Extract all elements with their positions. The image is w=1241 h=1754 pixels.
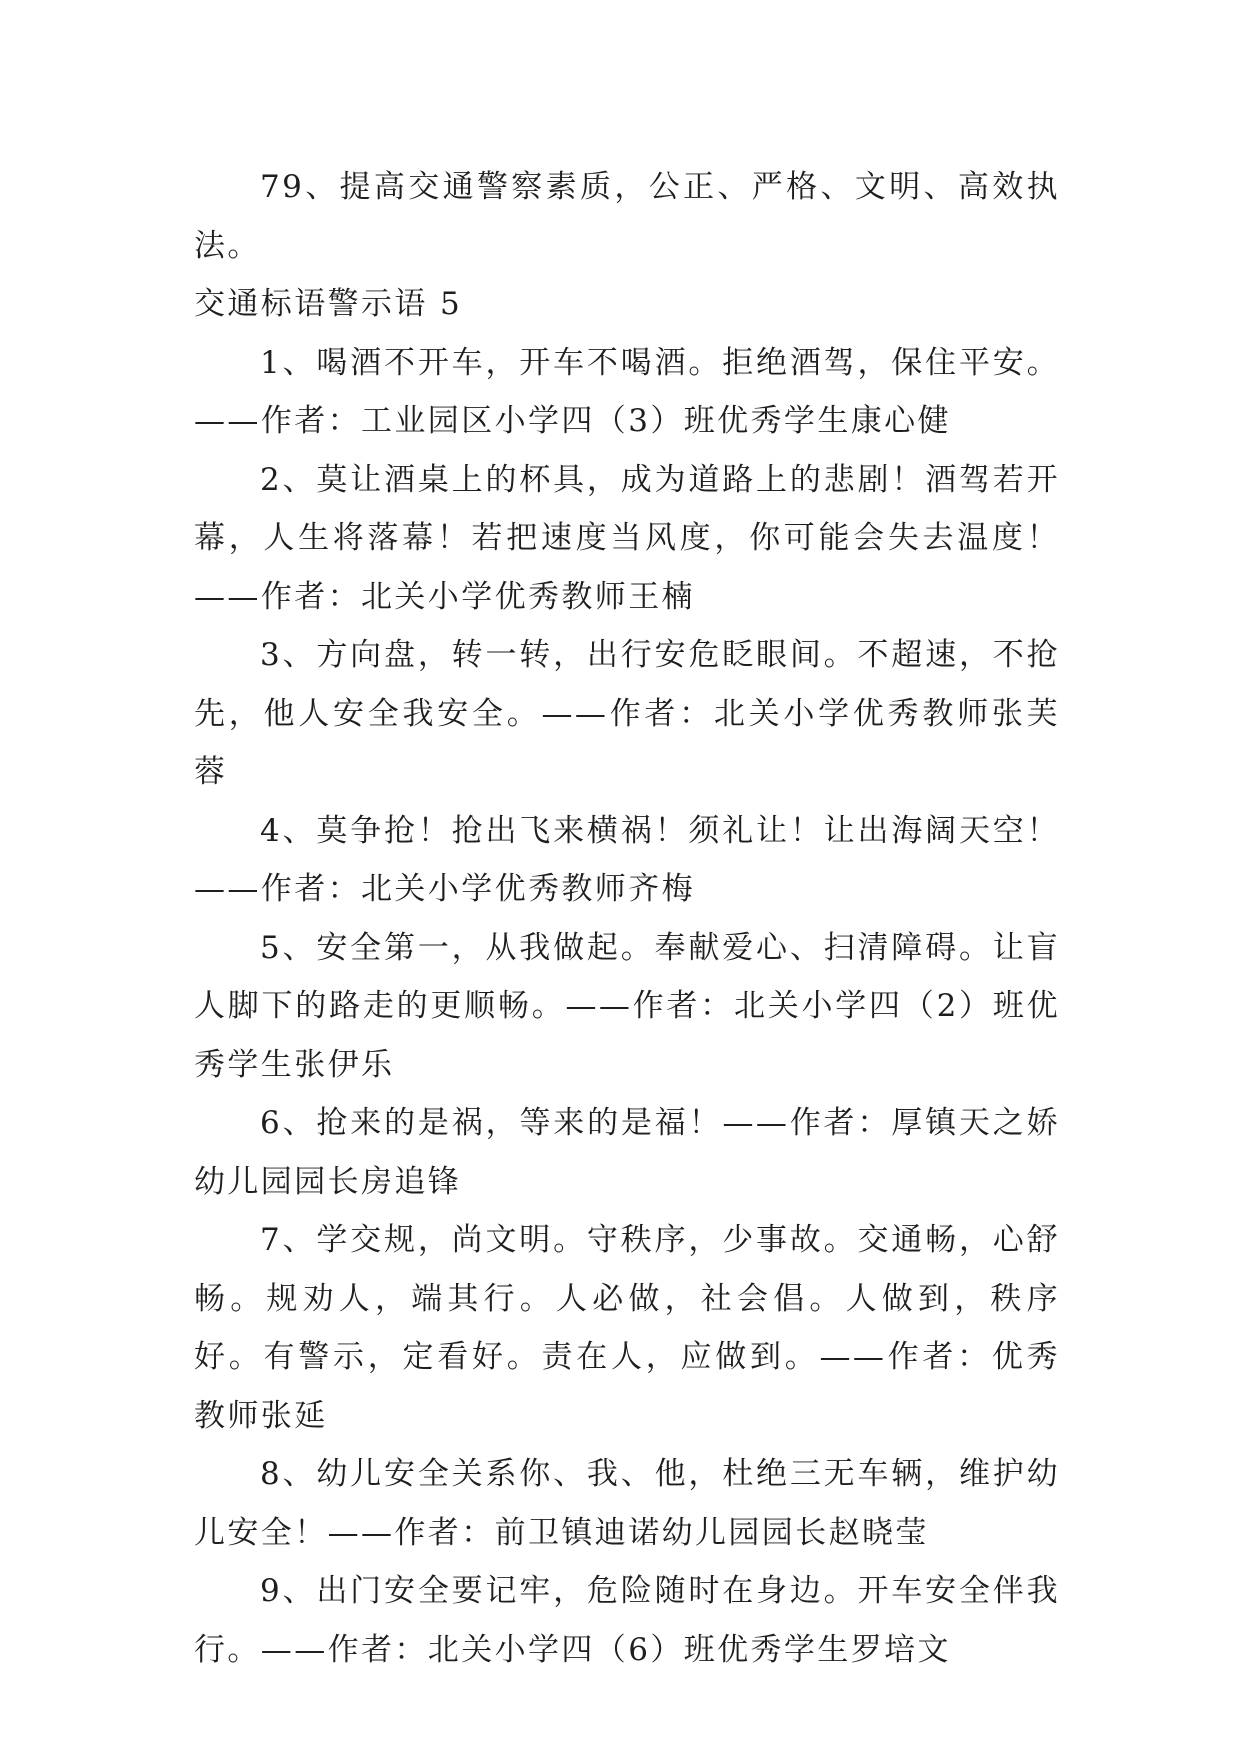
slogan-7: 7、学交规，尚文明。守秩序，少事故。交通畅，心舒畅。规劝人，端其行。人必做，社会倡。人做到，秩序好。有警示，定看好。责在人，应做到。——作者：优秀教师张延 (194, 1222, 1060, 1434)
document-body (194, 158, 1060, 1679)
slogan-4: 4、莫争抢！抢出飞来横祸！须礼让！让出海阔天空！——作者：北关小学优秀教师齐梅 (194, 812, 1060, 907)
paragraph-79: 79、提高交通警察素质，公正、严格、文明、高效执法。 (194, 169, 1060, 264)
slogan-1: 1、喝酒不开车，开车不喝酒。拒绝酒驾，保住平安。——作者：工业园区小学四（3）班优秀学生康心健 (194, 344, 1060, 439)
slogan-2: 2、莫让酒桌上的杯具，成为道路上的悲剧！酒驾若开幕，人生将落幕！若把速度当风度，你可能会失去温度！——作者：北关小学优秀教师王楠 (194, 461, 1060, 615)
section-heading: 交通标语警示语 5 (194, 286, 463, 322)
slogan-8: 8、幼儿安全关系你、我、他，杜绝三无车辆，维护幼儿安全！——作者：前卫镇迪诺幼儿园园长赵晓莹 (194, 1456, 1060, 1551)
slogan-3: 3、方向盘，转一转，出行安危眨眼间。不超速，不抢先，他人安全我安全。——作者：北关小学优秀教师张芙蓉 (194, 637, 1060, 790)
slogan-5: 5、安全第一，从我做起。奉献爱心、扫清障碍。让盲人脚下的路走的更顺畅。——作者：北关小学四（2）班优秀学生张伊乐 (194, 929, 1060, 1083)
slogan-6: 6、抢来的是祸，等来的是福！——作者：厚镇天之娇幼儿园园长房追锋 (194, 1105, 1060, 1200)
slogan-9: 9、出门安全要记牢，危险随时在身边。开车安全伴我行。——作者：北关小学四（6）班优秀学生罗培文 (194, 1573, 1060, 1668)
